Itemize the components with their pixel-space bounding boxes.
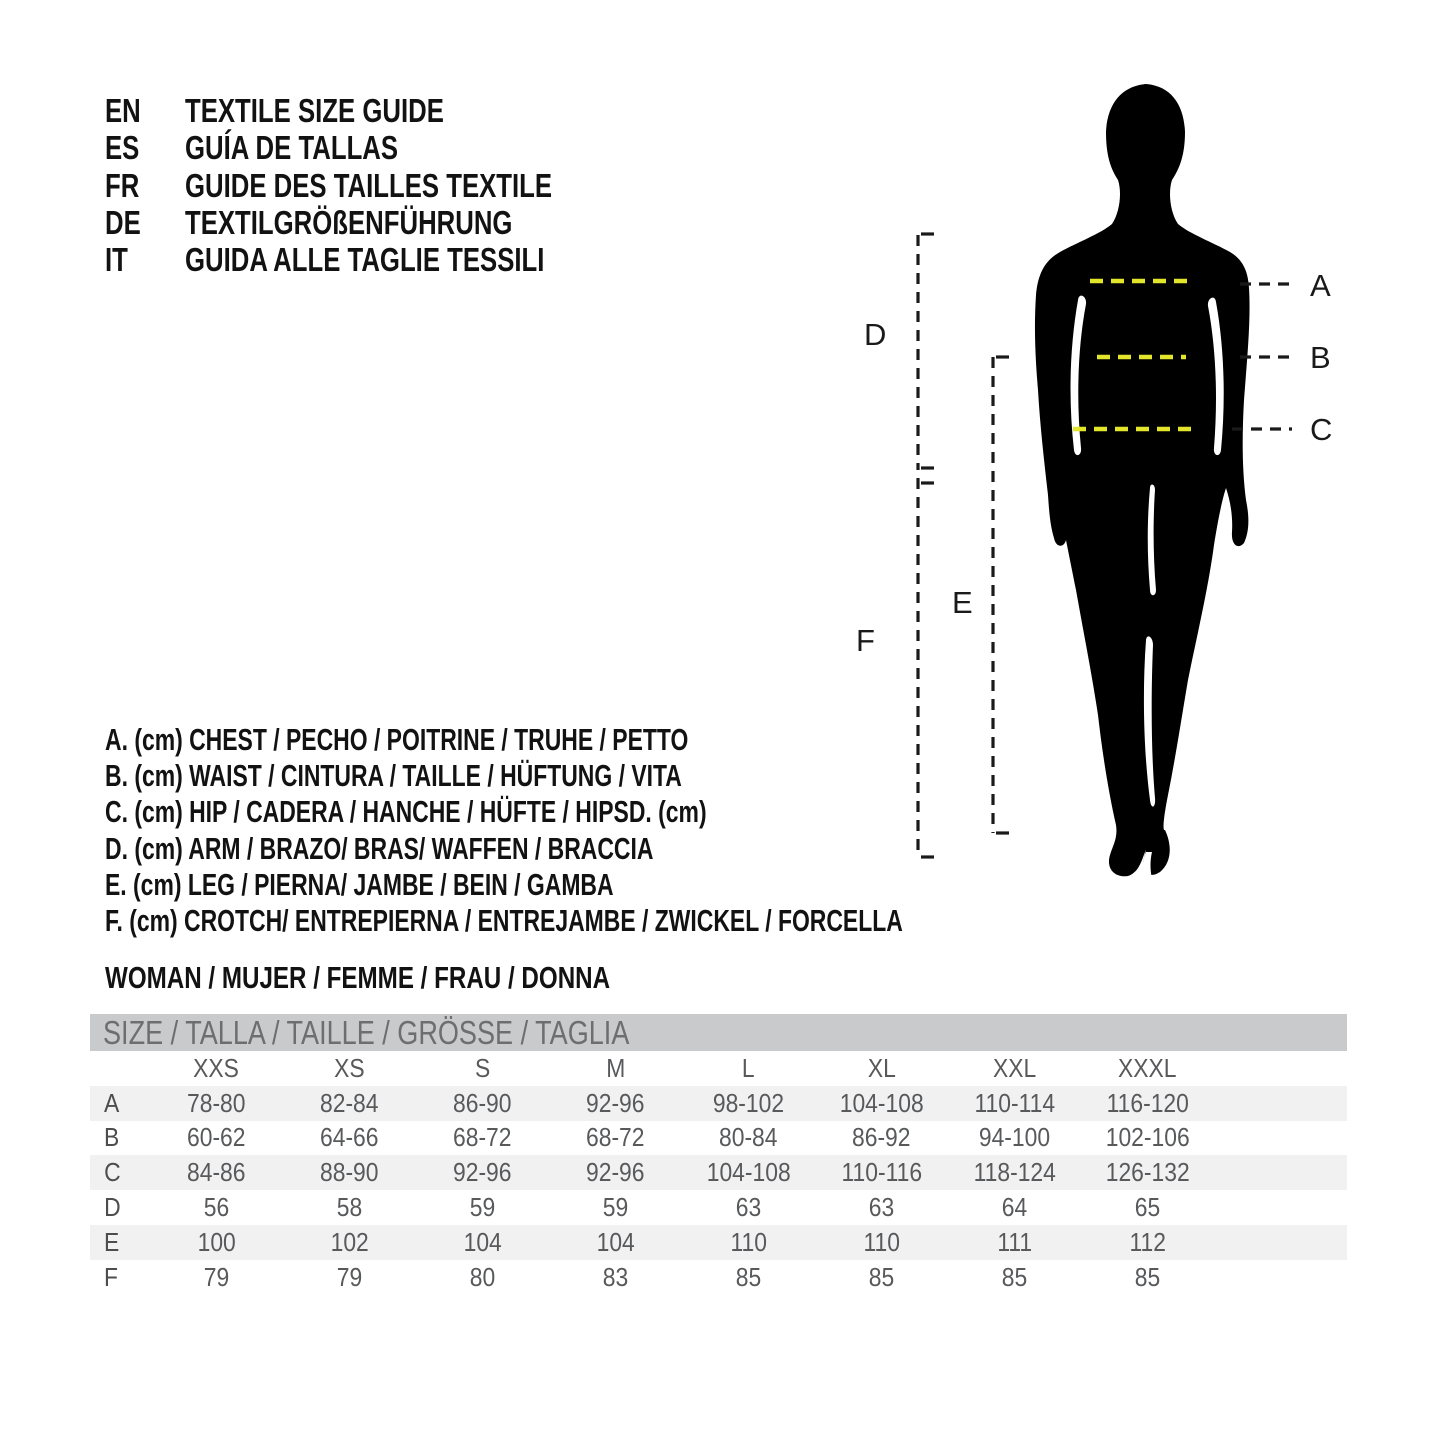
row-label-text: F: [103, 1261, 118, 1292]
cell-value: 116-120: [1106, 1087, 1189, 1118]
cell-value: 82-84: [320, 1087, 379, 1118]
cell: [1081, 1157, 1214, 1188]
cell: [948, 1088, 1081, 1119]
language-code: EN: [105, 92, 141, 129]
guide-title-en: TEXTILE SIZE GUIDE: [185, 92, 444, 129]
row-label-text: C: [104, 1157, 121, 1188]
cell-value: 85: [735, 1261, 762, 1292]
size-col-xxl: [948, 1053, 1081, 1084]
figure-label-b: B: [1310, 340, 1331, 375]
row-label-text: D: [104, 1192, 121, 1223]
cell: [1081, 1122, 1214, 1153]
row-label: [90, 1262, 150, 1293]
cell-value: 111: [997, 1226, 1032, 1257]
table-row-hip: [90, 1155, 1347, 1190]
size-label: L: [742, 1052, 755, 1083]
size-col-m: [549, 1053, 682, 1084]
row-label: [90, 1192, 150, 1223]
cell: [416, 1157, 549, 1188]
language-code: FR: [105, 166, 140, 204]
cell: [682, 1088, 815, 1119]
cell-value: 112: [1129, 1226, 1166, 1257]
guide-title-fr: GUIDE DES TAILLES TEXTILE: [185, 166, 553, 204]
cell: [948, 1122, 1081, 1153]
cell-value: 86-92: [852, 1122, 911, 1153]
cell: [283, 1262, 416, 1293]
cell-value: 63: [735, 1192, 762, 1223]
row-label-text: A: [104, 1087, 120, 1118]
cell: [549, 1227, 682, 1258]
legend-chest-text: A. (cm) CHEST / PECHO / POITRINE / TRUHE / PETTO: [105, 722, 689, 757]
size-col-xl: [815, 1053, 948, 1084]
cell-value: 94-100: [978, 1122, 1051, 1153]
size-table-header-bar: [90, 1014, 1347, 1051]
cell: [150, 1122, 283, 1153]
table-row-leg: [90, 1225, 1347, 1260]
cell: [948, 1262, 1081, 1293]
cell-value: 84-86: [187, 1157, 246, 1188]
cell-value: 68-72: [453, 1122, 512, 1153]
cell-value: 56: [203, 1192, 230, 1223]
cell-value: 58: [336, 1192, 363, 1223]
cell: [1081, 1192, 1214, 1223]
table-row-waist: [90, 1121, 1347, 1156]
cell-value: 80: [469, 1261, 496, 1292]
legend-arm: [105, 831, 1183, 867]
cell: [283, 1088, 416, 1119]
cell-value: 104-108: [706, 1157, 791, 1188]
language-code: ES: [105, 129, 140, 167]
cell-value: 92-96: [453, 1157, 512, 1188]
cell-value: 85: [1001, 1261, 1028, 1292]
legend-waist: [105, 758, 1183, 794]
cell: [150, 1192, 283, 1223]
cell: [682, 1262, 815, 1293]
cell-value: 68-72: [586, 1122, 645, 1153]
cell-value: 92-96: [586, 1087, 645, 1118]
cell-value: 100: [197, 1226, 236, 1257]
table-row-chest: [90, 1086, 1347, 1121]
guide-title-it: GUIDA ALLE TAGLIE TESSILI: [185, 241, 545, 279]
legend-arm-text: D. (cm) ARM / BRAZO/ BRAS/ WAFFEN / BRACCIA: [105, 830, 654, 866]
cell-value: 79: [203, 1261, 230, 1292]
cell-value: 88-90: [320, 1157, 379, 1188]
language-code: IT: [105, 241, 128, 279]
cell: [416, 1227, 549, 1258]
gender-heading-text: WOMAN / MUJER / FEMME / FRAU / DONNA: [105, 960, 611, 995]
guide-title-de: TEXTILGRÖßENFÜHRUNG: [185, 203, 513, 241]
row-label: [90, 1122, 150, 1153]
size-col-xxxl: [1081, 1053, 1214, 1084]
cell: [416, 1192, 549, 1223]
guide-title-es: GUÍA DE TALLAS: [185, 129, 399, 167]
cell: [416, 1088, 549, 1119]
legend-hip-text: C. (cm) HIP / CADERA / HANCHE / HÜFTE / HIPSD. (cm): [105, 794, 707, 830]
cell: [416, 1122, 549, 1153]
cell-value: 110-116: [841, 1157, 922, 1188]
legend-leg-text: E. (cm) LEG / PIERNA/ JAMBE / BEIN / GAMBA: [105, 866, 614, 902]
cell-value: 86-90: [453, 1087, 512, 1118]
cell: [150, 1157, 283, 1188]
cell-value: 59: [469, 1192, 496, 1223]
cell-value: 102: [330, 1226, 369, 1257]
cell: [549, 1122, 682, 1153]
cell: [549, 1088, 682, 1119]
cell-value: 79: [336, 1261, 363, 1292]
cell: [815, 1157, 948, 1188]
row-label-text: E: [104, 1226, 120, 1257]
size-label: M: [605, 1052, 626, 1083]
size-label: XXS: [193, 1052, 240, 1083]
gender-heading: [105, 960, 753, 996]
table-row-arm: [90, 1190, 1347, 1225]
cell-value: 104: [463, 1226, 502, 1257]
row-label-text: B: [104, 1122, 120, 1153]
row-label: [90, 1088, 150, 1119]
figure-label-a: A: [1310, 268, 1331, 303]
cell-value: 110-114: [974, 1087, 1055, 1118]
legend-crotch: [105, 903, 1183, 939]
cell-value: 64-66: [320, 1122, 379, 1153]
size-col-xs: [283, 1053, 416, 1084]
cell: [150, 1262, 283, 1293]
size-table-sizes-row: [90, 1051, 1347, 1086]
cell: [948, 1227, 1081, 1258]
cell-value: 118-124: [973, 1157, 1056, 1188]
table-row-crotch: [90, 1260, 1347, 1295]
cell: [283, 1227, 416, 1258]
legend-waist-text: B. (cm) WAIST / CINTURA / TAILLE / HÜFTUNG / VITA: [105, 758, 682, 794]
figure-label-c: C: [1310, 412, 1333, 447]
size-col-xxs: [150, 1053, 283, 1084]
cell: [1081, 1088, 1214, 1119]
size-table-header-text: SIZE / TALLA / TAILLE / GRÖSSE / TAGLIA: [103, 1013, 630, 1051]
cell: [682, 1192, 815, 1223]
measurement-legend: [105, 722, 1183, 939]
figure-label-e: E: [952, 585, 973, 620]
cell-value: 60-62: [187, 1122, 246, 1153]
cell: [815, 1088, 948, 1119]
cell-value: 92-96: [586, 1157, 645, 1188]
cell: [815, 1227, 948, 1258]
cell: [815, 1122, 948, 1153]
cell-value: 80-84: [719, 1122, 778, 1153]
cell-value: 102-106: [1105, 1122, 1190, 1153]
cell-value: 85: [868, 1261, 895, 1292]
cell-value: 65: [1134, 1192, 1161, 1223]
language-code: DE: [105, 203, 141, 241]
cell-value: 63: [868, 1192, 895, 1223]
size-label: XL: [867, 1052, 896, 1083]
cell-value: 104: [596, 1226, 635, 1257]
cell: [682, 1157, 815, 1188]
cell: [283, 1157, 416, 1188]
cell: [682, 1227, 815, 1258]
cell: [283, 1122, 416, 1153]
row-label: [90, 1157, 150, 1188]
cell-value: 126-132: [1105, 1157, 1190, 1188]
cell: [815, 1262, 948, 1293]
cell-value: 85: [1134, 1261, 1161, 1292]
figure-label-d: D: [864, 317, 887, 352]
size-col-l: [682, 1053, 815, 1084]
cell-value: 64: [1001, 1192, 1028, 1223]
size-label: XS: [334, 1052, 365, 1083]
size-label: XXL: [992, 1052, 1037, 1083]
cell: [416, 1262, 549, 1293]
cell: [948, 1192, 1081, 1223]
size-col-s: [416, 1053, 549, 1084]
cell: [150, 1227, 283, 1258]
cell: [150, 1088, 283, 1119]
legend-hip: [105, 794, 1183, 830]
cell: [549, 1262, 682, 1293]
cell-value: 78-80: [187, 1087, 246, 1118]
cell: [815, 1192, 948, 1223]
legend-leg: [105, 867, 1183, 903]
size-label: S: [474, 1052, 491, 1083]
legend-chest: [105, 722, 1183, 758]
cell: [948, 1157, 1081, 1188]
figure-label-f: F: [856, 623, 875, 658]
cell: [1081, 1227, 1214, 1258]
cell: [1081, 1262, 1214, 1293]
legend-crotch-text: F. (cm) CROTCH/ ENTREPIERNA / ENTREJAMBE / ZWICKEL / FORCELLA: [105, 902, 903, 938]
cell-value: 59: [602, 1192, 629, 1223]
cell: [682, 1122, 815, 1153]
cell-value: 98-102: [712, 1087, 785, 1118]
size-table: [90, 1014, 1347, 1295]
cell-value: 104-108: [839, 1087, 924, 1118]
cell-value: 83: [602, 1261, 629, 1292]
cell: [549, 1192, 682, 1223]
cell-value: 110: [863, 1226, 900, 1257]
cell: [283, 1192, 416, 1223]
size-label: XXXL: [1118, 1052, 1177, 1083]
row-label: [90, 1227, 150, 1258]
cell-value: 110: [730, 1226, 767, 1257]
cell: [549, 1157, 682, 1188]
